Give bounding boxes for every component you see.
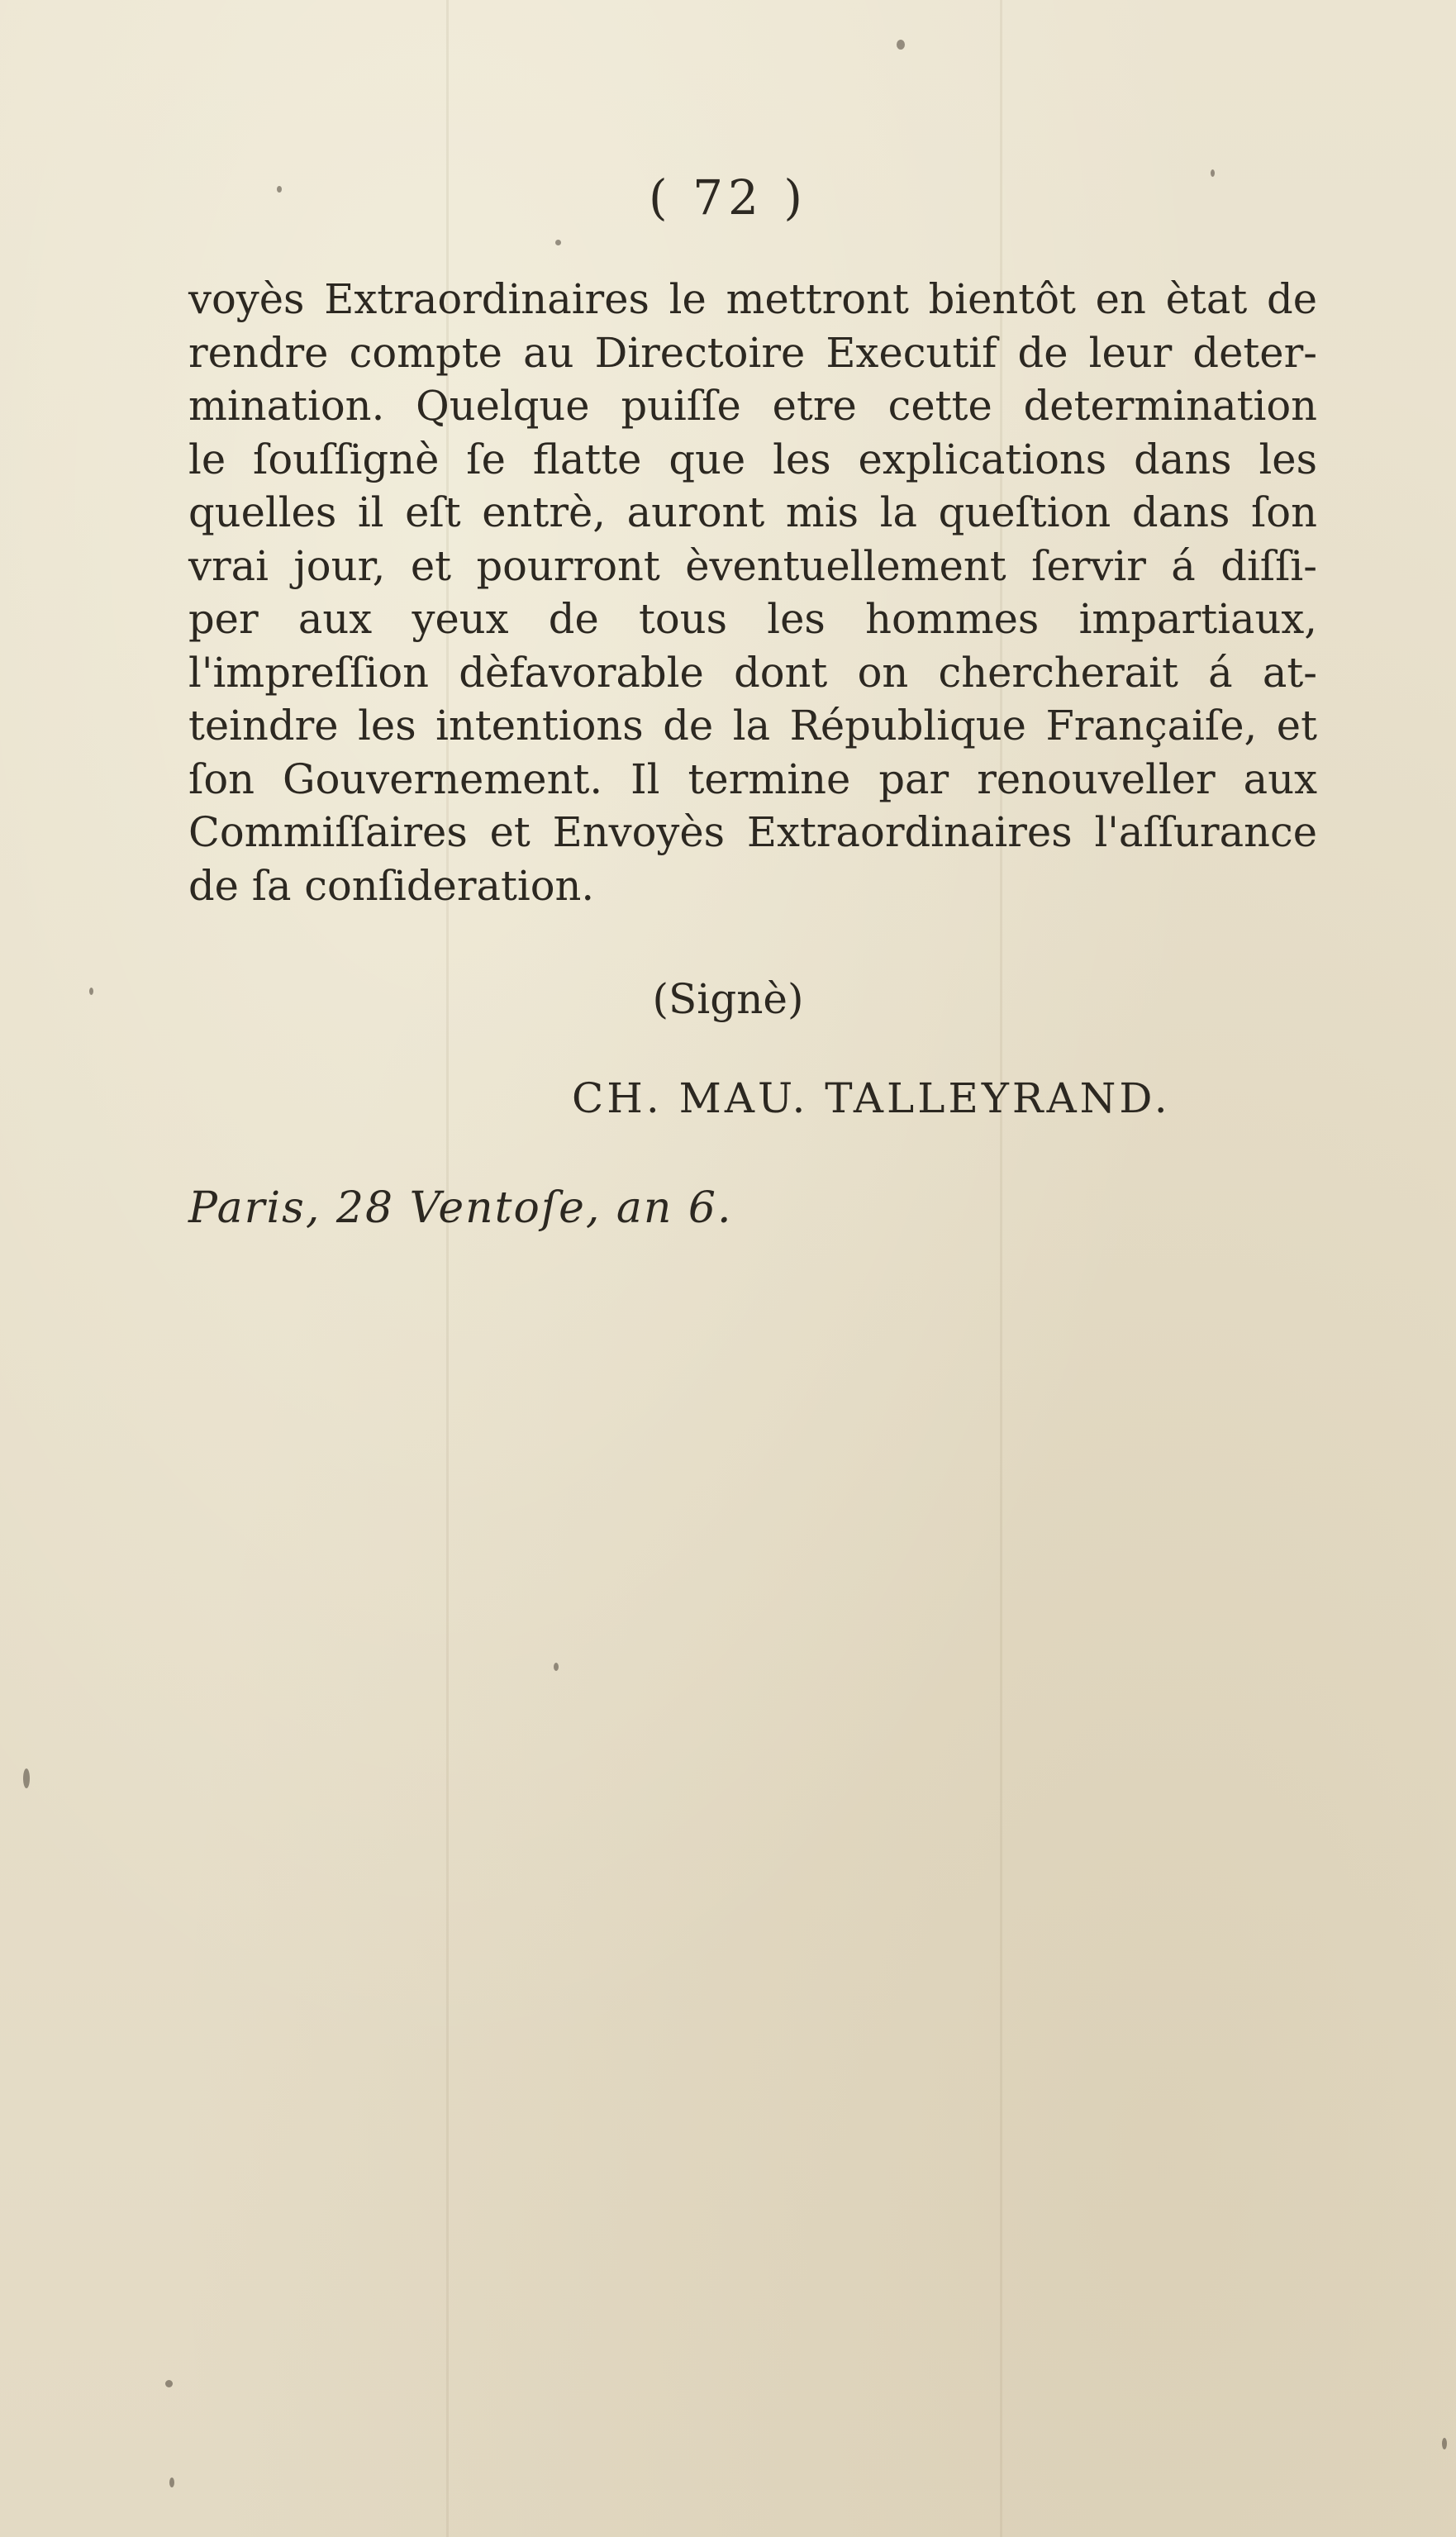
text-line: ſon Gouvernement. Il termine par renouveller aux [188,754,1317,803]
ink-speck [1442,2438,1447,2449]
signatory-name: CH. MAU. TALLEYRAND. [572,1074,1171,1122]
text-line: teindre les intentions de la République Françaiſe, et [188,702,1317,750]
page-number: ( 72 ) [649,169,807,226]
text-line: de ſa conſideration. [188,861,595,910]
ink-speck [897,40,905,50]
text-line: le ſouſſignè ſe flatte que les explications dans les [188,435,1317,483]
text-line: mination. Quelque puiſſe etre cette determination [188,382,1317,430]
ink-speck [165,2380,173,2387]
text-line: vrai jour, et pourront èventuellement ſervir á diſſi- [188,541,1317,590]
ink-speck [169,2478,174,2487]
signed-label: (Signè) [652,975,804,1023]
ink-speck [23,1768,30,1788]
text-line: per aux yeux de tous les hommes impartiaux, [188,595,1317,643]
text-line: voyès Extraordinaires le mettront bientôt en ètat de [188,275,1317,323]
ink-speck [554,1663,559,1671]
text-line: l'impreſſion dèfavorable dont on chercherait á at- [188,648,1317,697]
date-line: Paris, 28 Ventoſe, an 6. [188,1183,733,1233]
text-line: Commiſſaires et Envoyès Extraordinaires l'aſſurance [188,808,1317,856]
text-line: quelles il eſt entrè, auront mis la queſtion dans ſon [188,488,1317,536]
text-line: rendre compte au Directoire Executif de leur deter- [188,328,1317,377]
body-text [188,273,1317,912]
ink-speck [555,240,561,245]
